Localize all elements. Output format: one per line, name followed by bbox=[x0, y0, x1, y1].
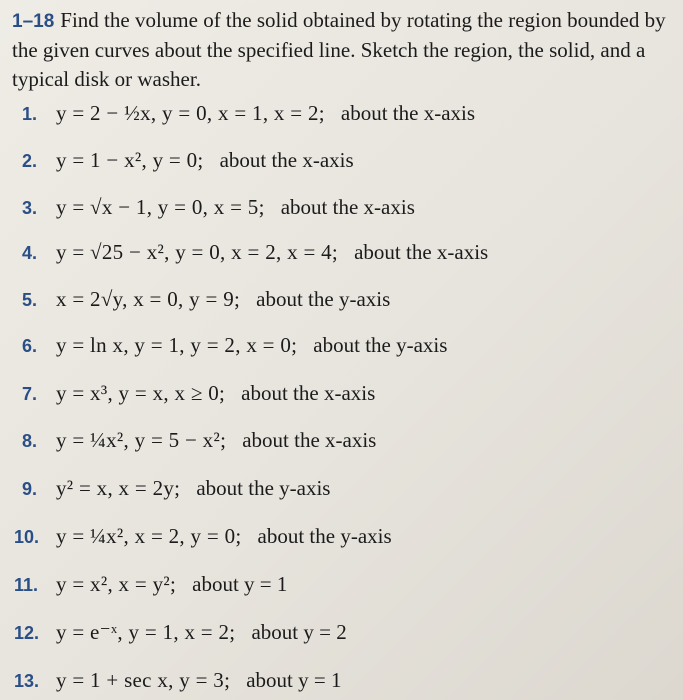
problem-item bbox=[22, 381, 375, 411]
problem-number: 3. bbox=[22, 198, 38, 218]
problem-number: 4. bbox=[22, 243, 38, 263]
rotation-axis: about the x-axis bbox=[354, 240, 489, 264]
problem-number: 1. bbox=[22, 104, 38, 124]
problem-equation: y = ln x, y = 1, y = 2, x = 0; bbox=[56, 333, 298, 357]
rotation-axis: about y = 1 bbox=[246, 668, 342, 692]
problem-number: 6. bbox=[22, 336, 38, 356]
problem-equation: y = ¼x², y = 5 − x²; bbox=[56, 428, 227, 452]
problem-item bbox=[14, 572, 288, 602]
problem-equation: y² = x, x = 2y; bbox=[56, 476, 181, 500]
rotation-axis: about the y-axis bbox=[313, 333, 448, 357]
problem-item bbox=[14, 524, 392, 554]
rotation-axis: about the x-axis bbox=[219, 148, 354, 172]
rotation-axis: about the y-axis bbox=[256, 287, 391, 311]
problem-item bbox=[22, 240, 488, 270]
rotation-axis: about the y-axis bbox=[196, 476, 331, 500]
problem-equation: y = 2 − ½x, y = 0, x = 1, x = 2; bbox=[56, 101, 325, 125]
problem-equation: y = √25 − x², y = 0, x = 2, x = 4; bbox=[56, 240, 339, 264]
problem-equation: x = 2√y, x = 0, y = 9; bbox=[56, 287, 241, 311]
problem-number: 12. bbox=[14, 623, 40, 643]
rotation-axis: about y = 2 bbox=[251, 620, 347, 644]
problem-number: 11. bbox=[14, 575, 39, 595]
rotation-axis: about the x-axis bbox=[242, 428, 377, 452]
problem-number: 8. bbox=[22, 431, 38, 451]
problem-item bbox=[22, 287, 390, 317]
problem-item bbox=[22, 333, 447, 363]
problem-equation: y = 1 + sec x, y = 3; bbox=[56, 668, 231, 692]
instructions-text: Find the volume of the solid obtained by rotating the region bounded by the given curves about the specified line. Sketch the region, the solid, and a typical disk or washer. bbox=[12, 8, 666, 91]
problem-item bbox=[22, 428, 376, 458]
problem-equation: y = e⁻ˣ, y = 1, x = 2; bbox=[56, 620, 236, 644]
problem-number: 9. bbox=[22, 479, 38, 499]
problem-item bbox=[22, 148, 354, 178]
problem-item bbox=[22, 195, 415, 225]
problem-equation: y = 1 − x², y = 0; bbox=[56, 148, 204, 172]
problem-item bbox=[14, 668, 342, 698]
rotation-axis: about y = 1 bbox=[192, 572, 288, 596]
problem-equation: y = x³, y = x, x ≥ 0; bbox=[56, 381, 226, 405]
problem-equation: y = x², x = y²; bbox=[56, 572, 177, 596]
exercise-range: 1–18 bbox=[12, 11, 55, 32]
rotation-axis: about the x-axis bbox=[241, 381, 376, 405]
problem-number: 10. bbox=[14, 527, 40, 547]
problem-equation: y = √x − 1, y = 0, x = 5; bbox=[56, 195, 265, 219]
problem-number: 7. bbox=[22, 384, 38, 404]
rotation-axis: about the y-axis bbox=[257, 524, 392, 548]
rotation-axis: about the x-axis bbox=[340, 101, 476, 125]
problem-number: 5. bbox=[22, 290, 38, 310]
problem-item bbox=[14, 620, 347, 650]
rotation-axis: about the x-axis bbox=[280, 195, 415, 219]
problem-item bbox=[22, 101, 475, 131]
problem-equation: y = ¼x², x = 2, y = 0; bbox=[56, 524, 242, 548]
problem-number: 13. bbox=[14, 671, 40, 691]
problem-item bbox=[22, 476, 330, 506]
problem-number: 2. bbox=[22, 151, 38, 171]
